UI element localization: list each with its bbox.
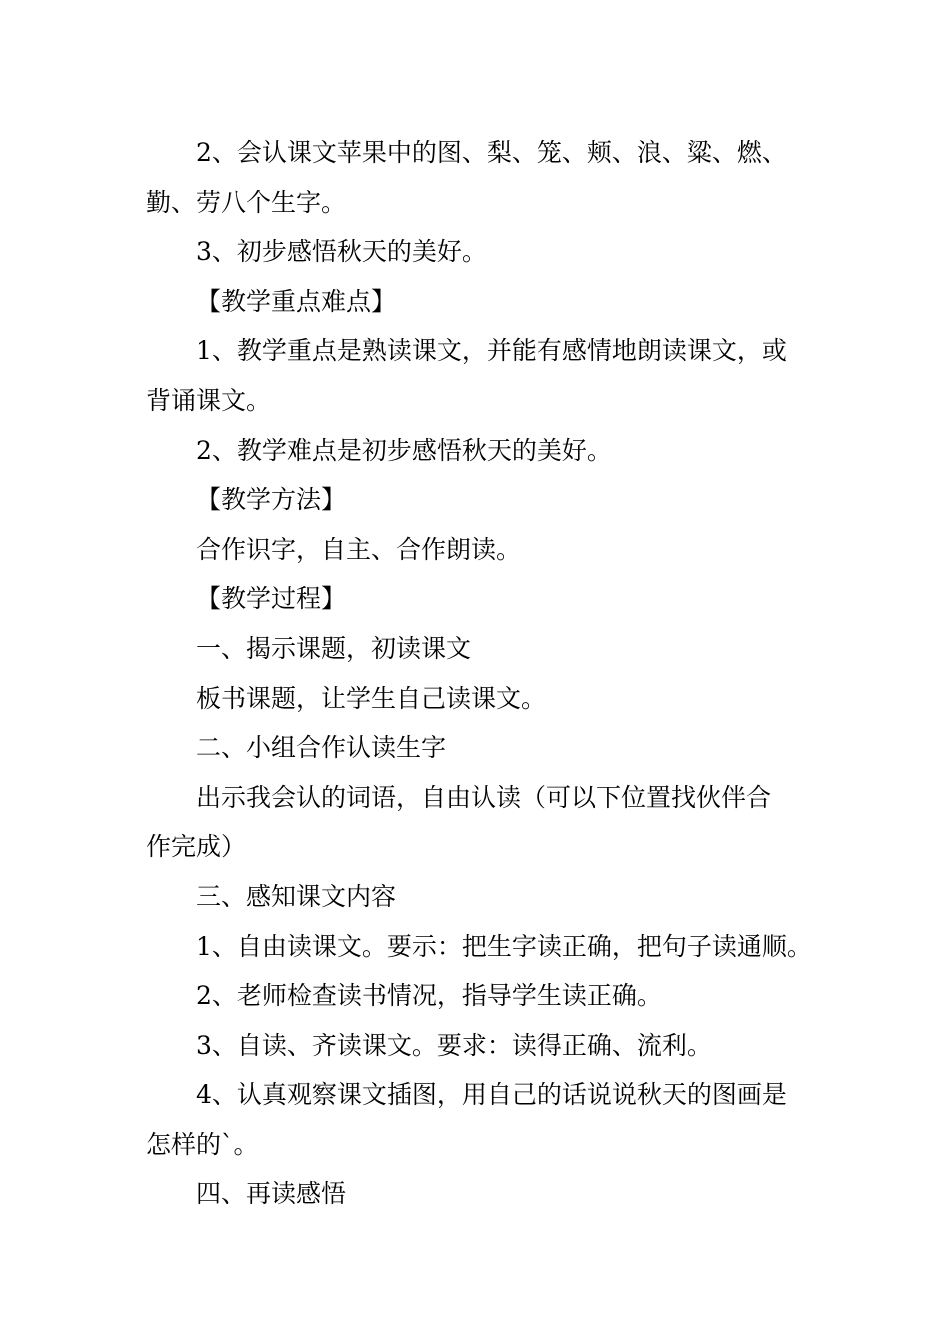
paragraph-line: 三、感知课文内容	[196, 881, 397, 911]
paragraph-objective-2	[146, 128, 812, 227]
paragraph-line: 2、会认课文苹果中的图、梨、笼、颊、浪、粱、燃、	[196, 138, 787, 167]
paragraph-line: 怎样的`。	[146, 1129, 259, 1159]
paragraph-step-1-body	[146, 674, 812, 724]
section-heading-process	[146, 574, 812, 624]
paragraph-step-3-title	[146, 872, 812, 922]
paragraph-step-2-body	[146, 773, 812, 872]
paragraph-step-2-title	[146, 723, 812, 773]
heading-text: 【教学重点难点】	[196, 286, 397, 316]
paragraph-line: 2、老师检查读书情况，指导学生读正确。	[196, 981, 662, 1011]
paragraph-line: 3、自读、齐读课文。要求：读得正确、流利。	[196, 1030, 712, 1060]
paragraph-step-3-item-1	[146, 922, 812, 972]
paragraph-key-point-2	[146, 426, 812, 476]
paragraph-step-4-title	[146, 1169, 812, 1219]
paragraph-line: 合作识字，自主、合作朗读。	[196, 534, 522, 564]
paragraph-line: 1、自由读课文。要示：把生字读正确，把句子读通顺。	[196, 931, 812, 961]
paragraph-key-point-1	[146, 326, 812, 425]
paragraph-line: 背诵课文。	[146, 385, 272, 415]
paragraph-line: 一、揭示课题，初读课文	[196, 633, 472, 663]
paragraph-objective-3	[146, 227, 812, 277]
heading-text: 【教学方法】	[196, 485, 347, 515]
section-heading-methods	[146, 475, 812, 525]
paragraph-line: 板书课题，让学生自己读课文。	[196, 683, 547, 713]
section-heading-key-points	[146, 277, 812, 327]
paragraph-line: 4、认真观察课文插图，用自己的话说说秋天的图画是	[196, 1080, 787, 1110]
paragraph-line: 出示我会认的词语，自由认读（可以下位置找伙伴合	[196, 782, 772, 812]
paragraph-step-3-item-4	[146, 1070, 812, 1169]
paragraph-line: 作完成）	[146, 832, 247, 862]
paragraph-step-1-title	[146, 624, 812, 674]
paragraph-line: 1、教学重点是熟读课文，并能有感情地朗读课文，或	[196, 336, 787, 366]
paragraph-methods	[146, 525, 812, 575]
heading-text: 【教学过程】	[196, 584, 347, 614]
paragraph-line: 3、初步感悟秋天的美好。	[196, 237, 487, 267]
paragraph-line: 二、小组合作认读生字	[196, 733, 447, 763]
paragraph-step-3-item-2	[146, 971, 812, 1021]
document-body	[146, 128, 812, 1219]
paragraph-line: 2、教学难点是初步感悟秋天的美好。	[196, 435, 612, 465]
paragraph-line: 勤、劳八个生字。	[146, 187, 347, 217]
paragraph-step-3-item-3	[146, 1021, 812, 1071]
paragraph-line: 四、再读感悟	[196, 1179, 347, 1209]
